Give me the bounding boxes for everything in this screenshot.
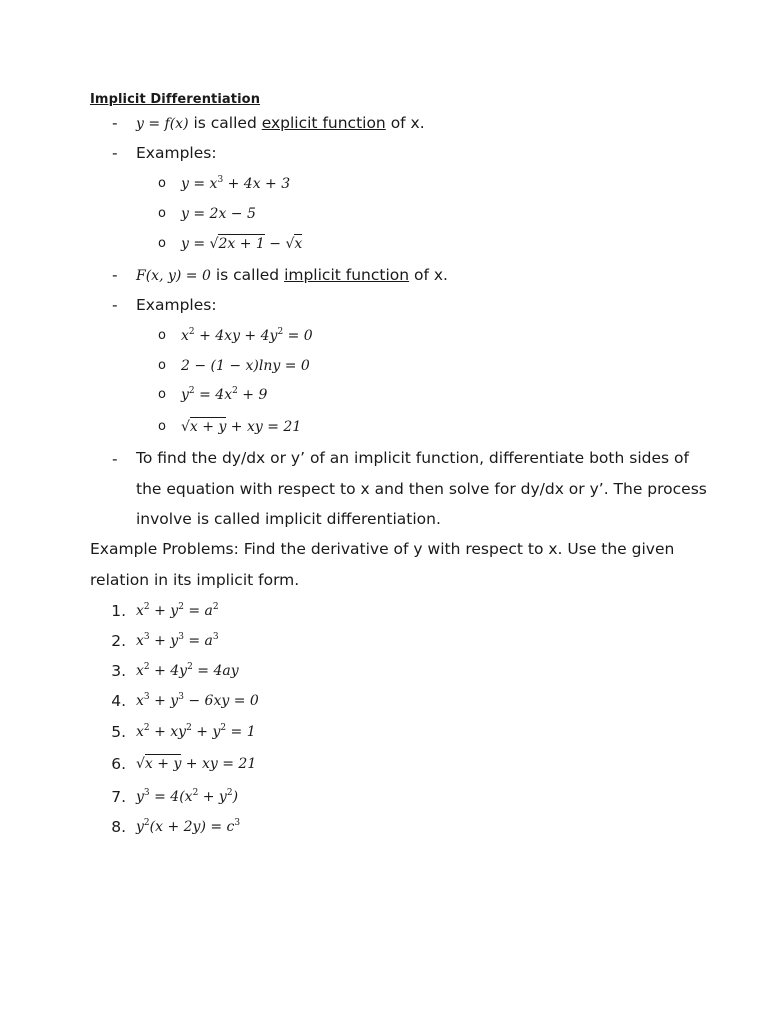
problem-number: 5.	[111, 723, 126, 741]
find-paragraph: To find the dy/dx or y’ of an implicit function, differentiate both sides of the equation with respect to x and then solve for dy/dx or y’. The process involve is called implicit differentiation.	[136, 449, 707, 528]
problem-6: √x + y + xy = 21	[136, 756, 257, 772]
bullet-dash: -	[112, 144, 118, 162]
bullet-circle: o	[158, 328, 166, 343]
bullet-circle: o	[158, 419, 166, 434]
implicit-equation: F(x, y) = 0	[136, 268, 211, 284]
problem-2: $x^3 + y^3 = a^3$	[136, 632, 219, 649]
problem-8: $y^2(x + 2y) = c^3$	[136, 818, 241, 835]
implicit-example-1: $x^2 + 4xy + 4y^2 = 0$	[181, 327, 313, 344]
problem-number: 7.	[111, 788, 126, 806]
problem-5: $x^2 + xy^2 + y^2 = 1$	[136, 723, 256, 740]
problem-7: $y^3 = 4(x^2 + y^2)$	[136, 788, 239, 805]
problem-1: $x^2 + y^2 = a^2$	[136, 602, 219, 619]
implicit-intro: F(x, y) = 0 is called implicit function of x.	[136, 266, 448, 284]
examples-label: Examples:	[136, 144, 217, 162]
bullet-circle: o	[158, 236, 166, 251]
implicit-example-3: $y^2 = 4x^2 + 9$	[181, 386, 268, 403]
bullet-dash: -	[112, 450, 118, 468]
bullet-circle: o	[158, 176, 166, 191]
bullet-dash: -	[112, 266, 118, 284]
examples-label: Examples:	[136, 296, 217, 314]
explicit-example-3: y = √2x + 1 − √x	[181, 236, 303, 252]
explicit-example-2: y = 2x − 5	[181, 206, 256, 222]
explicit-example-1: $y = x^3 + 4x + 3$	[181, 175, 291, 192]
explicit-term: explicit function	[261, 114, 386, 132]
explicit-equation: y = f(x)	[136, 116, 189, 132]
bullet-circle: o	[158, 206, 166, 221]
problem-number: 8.	[111, 818, 126, 836]
problem-number: 3.	[111, 662, 126, 680]
bullet-dash: -	[112, 114, 118, 132]
explicit-intro: y = f(x) is called explicit function of x.	[136, 114, 425, 132]
page-title: Implicit Differentiation	[90, 92, 261, 107]
bullet-circle: o	[158, 387, 166, 402]
problem-number: 2.	[111, 632, 126, 650]
example-problems-intro: Example Problems: Find the derivative of y with respect to x. Use the given relation in its implicit form.	[90, 540, 675, 589]
problem-number: 6.	[111, 755, 126, 773]
problem-4: $x^3 + y^3 - 6xy = 0$	[136, 692, 259, 709]
implicit-example-4: √x + y + xy = 21	[181, 419, 302, 435]
implicit-example-2: 2 − (1 − x)lny = 0	[181, 358, 310, 374]
problem-number: 1.	[111, 602, 126, 620]
problem-3: $x^2 + 4y^2 = 4ay$	[136, 662, 239, 679]
problem-number: 4.	[111, 692, 126, 710]
implicit-term: implicit function	[284, 266, 410, 284]
bullet-dash: -	[112, 296, 118, 314]
bullet-circle: o	[158, 358, 166, 373]
